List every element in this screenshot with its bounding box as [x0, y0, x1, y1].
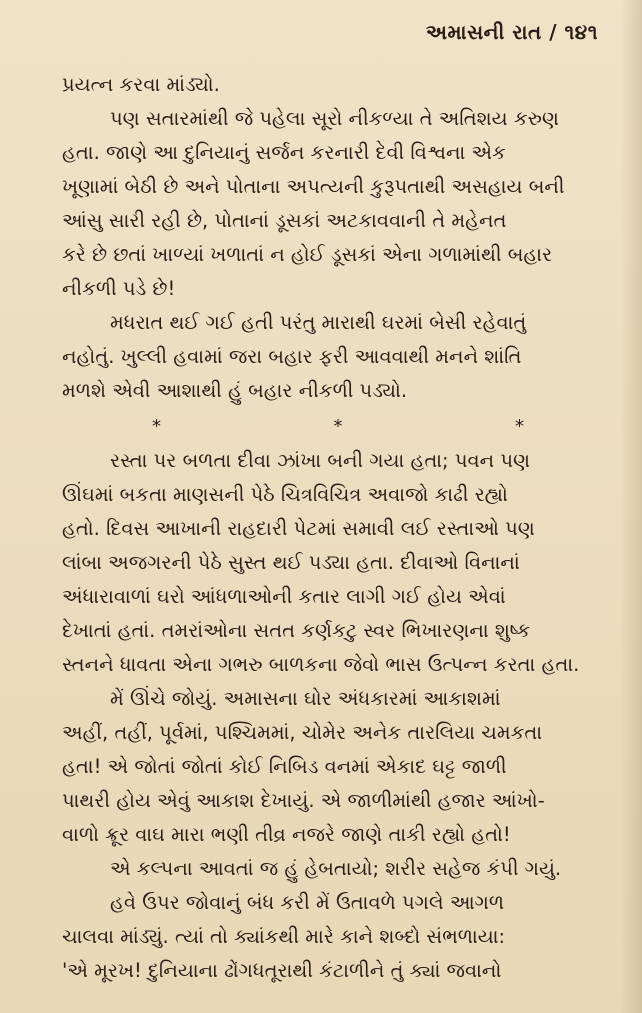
text-line: ચાલવા માંડ્યું. ત્યાં તો ક્યાંકથી મારે કાને શબ્દો સંભળાયા: — [62, 925, 506, 948]
text-line: હતો. દિવસ આખાની રાહદારી પેટમાં સમાવી લઈ રસ્તાઓ પણ — [62, 517, 535, 540]
text-line: દેખાતાં હતાં. તમરાંઓના સતત કર્ણકટુ સ્વર ભિખારણના શુષ્ક — [62, 619, 531, 642]
text-line: સ્તનને ધાવતા એના ગભરુ બાળકના જેવો ભાસ ઉત્પન્ન કરતા હતા. — [62, 653, 580, 676]
text-line: પણ સતારમાંથી જે પહેલા સૂરો નીકળ્યા તે અતિશય કરુણ — [110, 107, 559, 130]
page-edge-shadow — [620, 0, 642, 1013]
text-line: હતા. જાણે આ દુનિયાનું સર્જન કરનારી દેવી વિશ્વના એક — [62, 141, 506, 164]
text-line: રસ્તા પર બળતા દીવા ઝાંખા બની ગયા હતા; પવન પણ — [110, 449, 531, 472]
text-line: મધરાત થઈ ગઈ હતી પરંતુ મારાથી ઘરમાં બેસી રહેવાતું — [110, 311, 527, 334]
running-header: અમાસની રાત / ૧૪૧ — [425, 20, 598, 44]
paragraph — [62, 444, 594, 682]
text-line: અહીં, તહીં, પૂર્વમાં, પશ્ચિમમાં, ચોમેર અનેક તારલિયા ચમકતા — [62, 721, 543, 744]
text-block-2 — [62, 444, 594, 988]
page-body — [62, 68, 594, 988]
text-line: ઊંઘમાં બકતા માણસની પેઠે ચિત્રવિચિત્ર અવાજો કાઢી રહ્યો — [62, 483, 508, 506]
text-line: પ્રયત્ન કરવા માંડ્યો. — [62, 73, 220, 96]
text-line: એ કલ્પના આવતાં જ હું હેબતાયો; શરીર સહેજ કંપી ગયું. — [110, 857, 562, 880]
text-line: કરે છે છતાં ખાળ્યાં ખળાતાં ન હોઈ ડૂસકાં એના ગળામાંથી બહાર — [62, 243, 553, 266]
text-line: હતા! એ જોતાં જોતાં કોઈ નિબિડ વનમાં એકાદ ઘટ્ટ જાળી — [62, 755, 507, 778]
text-line: આંસુ સારી રહી છે, પોતાનાં ડૂસકાં અટકાવવાની તે મહેનત — [62, 209, 507, 232]
paragraph — [62, 886, 594, 988]
paragraph — [62, 68, 594, 102]
text-line: વાળો ક્રૂર વાઘ મારા ભણી તીવ્ર નજરે જાણે તાકી રહ્યો હતો! — [62, 823, 511, 846]
text-line: લાંબા અજગરની પેઠે સુસ્ત થઈ પડ્યા હતા. દીવાઓ વિનાનાં — [62, 551, 520, 574]
paragraph — [62, 682, 594, 852]
text-line: પાથરી હોય એવું આકાશ દેખાયું. એ જાળીમાંથી હજાર આંખો- — [62, 789, 545, 812]
separator-star: * — [333, 416, 343, 437]
separator-star: * — [515, 416, 524, 437]
paragraph — [62, 852, 594, 886]
text-block-1 — [62, 68, 594, 408]
section-separator — [62, 410, 594, 444]
text-line: નહોતું. ખુલ્લી હવામાં જરા બહાર ફરી આવવાથી મનને શાંતિ — [62, 345, 522, 368]
paragraph — [62, 306, 594, 408]
paragraph — [62, 102, 594, 306]
separator-star: * — [152, 416, 161, 437]
text-line: અંધારાવાળાં ઘરો આંધળાઓની કતાર લાગી ગઈ હોય એવાં — [62, 585, 506, 608]
text-line: હવે ઉપર જોવાનું બંધ કરી મેં ઉતાવળે પગલે આગળ — [110, 891, 505, 914]
text-line: મેં ઊંચે જોયું. અમાસના ઘોર અંધકારમાં આકાશમાં — [110, 687, 501, 710]
text-line: 'એ મૂરખ! દુનિયાના ઢોંગધતૂરાથી કંટાળીને તું ક્યાં જવાનો — [62, 959, 502, 982]
text-line: ખૂણામાં બેઠી છે અને પોતાના અપત્યની કુરૂપતાથી અસહાય બની — [62, 175, 565, 198]
text-line: મળશે એવી આશાથી હું બહાર નીકળી પડ્યો. — [62, 379, 408, 402]
text-line: નીકળી પડે છે! — [62, 277, 176, 300]
